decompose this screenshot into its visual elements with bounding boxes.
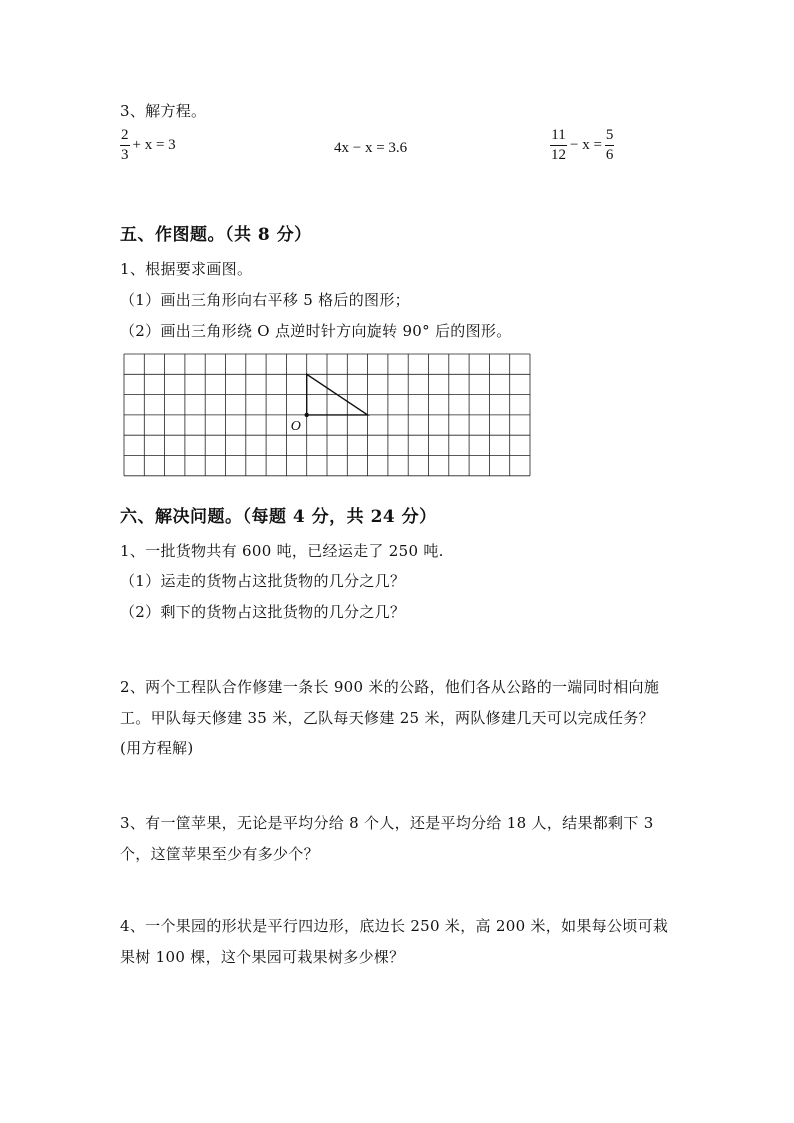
drawing-question-1-part-2: （2）画出三角形绕 O 点逆时针方向旋转 90° 后的图形。 (120, 322, 512, 340)
drawing-question-1-title: 1、根据要求画图。 (120, 260, 253, 278)
fraction-numerator: 5 (605, 128, 615, 146)
point-o-dot (305, 413, 309, 417)
problem-3-line-2: 个，这筐苹果至少有多少个？ (120, 845, 319, 863)
problem-2-line-1: 2、两个工程队合作修建一条长 900 米的公路，他们各从公路的一端同时相向施 (120, 678, 660, 696)
problem-4-line-1: 4、一个果园的形状是平行四边形，底边长 250 米，高 200 米，如果每公顷可栽 (120, 917, 669, 935)
square-grid-figure (120, 350, 540, 486)
fraction-11-12 (550, 128, 567, 163)
fraction-5-6 (605, 128, 615, 163)
fraction-numerator: 2 (120, 128, 130, 146)
drawing-question-1-part-1: （1）画出三角形向右平移 5 格后的图形； (120, 291, 410, 309)
equation-1-rest: + x = 3 (132, 137, 176, 153)
fraction-denominator: 12 (551, 147, 566, 163)
problem-4-line-2: 果树 100 棵，这个果园可栽果树多少棵？ (120, 948, 405, 966)
equation-2: 4x − x = 3.6 (334, 140, 408, 156)
equation-3-middle: − x = (570, 137, 602, 153)
fraction-numerator: 11 (550, 128, 567, 146)
fraction-denominator: 6 (605, 147, 614, 163)
problem-1-part-2: （2）剩下的货物占这批货物的几分之几？ (120, 603, 406, 621)
equation-3 (550, 128, 614, 163)
problem-1-statement: 1、一批货物共有 600 吨，已经运走了 250 吨. (120, 542, 444, 560)
problem-3-line-1: 3、有一筐苹果，无论是平均分给 8 个人，还是平均分给 18 人，结果都剩下 3 (120, 814, 654, 832)
problem-1-part-1: （1）运走的货物占这批货物的几分之几？ (120, 572, 406, 590)
fraction-2-3 (120, 128, 130, 163)
section-5-heading: 五、作图题。（共 8 分） (120, 225, 312, 245)
point-o-label: O (290, 418, 301, 434)
problem-2-line-2: 工。甲队每天修建 35 米，乙队每天修建 25 米，两队修建几天可以完成任务？ (120, 709, 654, 727)
fraction-denominator: 3 (121, 147, 129, 163)
problem-2-line-3: (用方程解) (120, 739, 194, 757)
equation-1 (120, 128, 176, 163)
section-6-heading: 六、解决问题。（每题 4 分，共 24 分） (120, 507, 437, 527)
question-3-solve-equations-title: 3、解方程。 (120, 102, 207, 120)
